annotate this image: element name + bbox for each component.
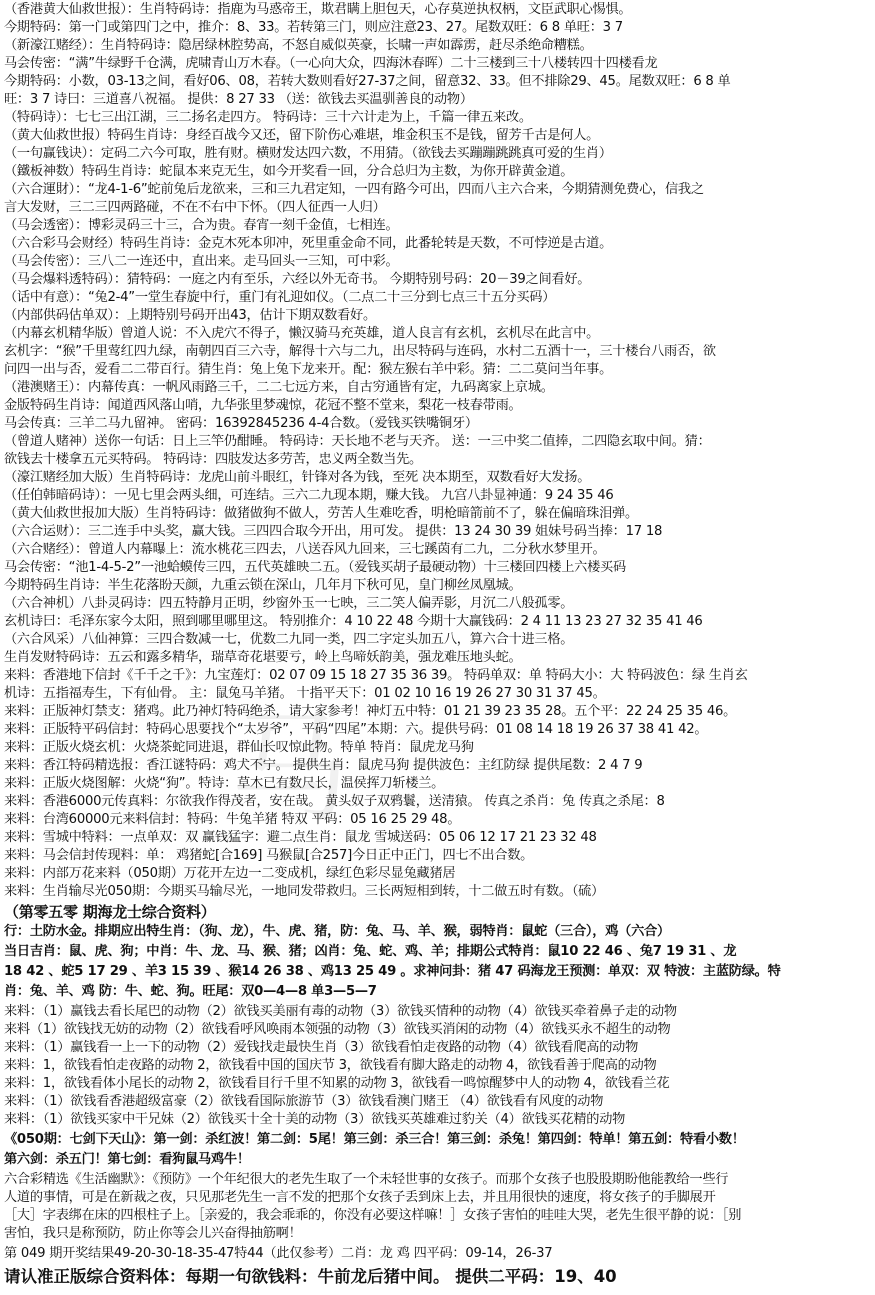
text-line: （马会传密）：三八二一连还中，直出来。走马回头一三知，可中彩。 [4,254,399,269]
text-line-bold: 肖：兔、羊、鸡 防：牛、蛇、狗。旺尾：双0—4—8 单3—5—7 [4,984,377,999]
text-line-bold: 第六剑：杀五门！第七剑：看狗鼠马鸡牛！ [4,1152,250,1167]
text-line: 今期特码：小数，03-13之间，看好06、08，若转大数则看好27-37之间，留意32、33。但不排除29、45。尾数双旺：6 8 单 [4,74,731,89]
text-line: 六合彩精选《生活幽默》：《预防》一个年纪很大的老先生取了一个未轻世事的女孩子。而那个女孩子也股股期盼他能教给一些行 [4,1172,729,1187]
text-line: 来料：内部万花来料（050期）万花开左边一二变成机，绿红色彩尽显兔藏猪居 [4,866,456,881]
text-line: 来料：马会信封传现料：单： 鸡猪蛇[合169] 马猴鼠[合257]今日正中正门，四七不出合数。 [4,848,534,863]
text-line: 欲钱去十楼拿五元买特码。 特码诗：四肢发达多劳苦，忠义两全数当先。 [4,452,422,467]
text-line: 旺：3 7 诗曰：三道喜八祝福。 提供：8 27 33 （送：欲钱去买温驯善良的动物） [4,92,473,107]
text-line: （马会透密）：博彩灵码三十三，合为贵。春宵一刻千金值，七相连。 [4,218,399,233]
text-line: 来料：香港6000元传真料：尔欲我作得茂者，安在哉。 黄头奴子双鸦鬟，送清猿。 传真之杀肖：兔 传真之杀尾：8 [4,794,665,809]
text-line: （六合神机）八卦灵码诗：四五特静月正明，纱窗外玉一七映，三二笑人偏弄影，月沉二八般孤零。 [4,596,574,611]
text-line: 来料：1，欲钱看怕走夜路的动物 2，欲钱看中国的国庆节 3，欲钱看有脚大路走的动物 4，欲钱看善于爬高的动物 [4,1058,657,1073]
text-line: 金版特码生肖诗：闻道西风落山哨，九华张里梦魂惊，花冠不整不堂来，梨花一枝春带雨。 [4,398,522,413]
text-line: 今期特码生肖诗：半生花落盼天颜，九重云锁在深山，几年月下秋可见，皇门柳丝凤凰城。 [4,578,522,593]
text-line: 来料：（1）欲钱看香港超级富豪（2）欲钱看国际旅游节（3）欲钱看澳门赌王 （4）欲钱看有风度的动物 [4,1094,604,1109]
text-line: 言大发财，三二三四两路碰，不在不右中下怀。（四人征西一人归） [4,200,386,215]
text-line: （濠江赌经加大版）生肖特码诗：龙虎山前斗眼红，针锋对各为钱，至死 决本期至，双数看好大发扬。 [4,470,591,485]
text-line-bold: 18 42 、蛇5 17 29 、羊3 15 39 、猴14 26 38 、鸡13 25 49 。求神问卦：猪 47 码海龙王预测：单双：双 特波：主蓝防绿。特 [4,964,781,979]
text-line: （内部供码估单双）：上期特别号码开出43，估计下期双数看好。 [4,308,376,323]
text-line: （六合风采）八仙神算：三四合数减一七，优数二九同一类，四二字定头加五八，算六合十进三格。 [4,632,574,647]
text-line: 来料：正版火烧图解：火烧“狗”。特诗：草木已有数尺长，温侯挥刀斩楼兰。 [4,776,445,791]
footer-banner: 请认准正版综合资料体：每期一句欲钱料：牛前龙后猪中间。 提供二平码：19、40 [4,1268,617,1286]
text-line: （鐵板神数）特码生肖诗：蛇鼠本来克无生，如今开奖看一回，分合总归为主数，为你开辟黄金道。 [4,164,574,179]
text-line: 来料：1，欲钱看体小尾长的动物 2，欲钱看目行千里不知累的动物 3，欲钱看一鸣惊醒梦中人的动物 4，欲钱看兰花 [4,1076,670,1091]
text-line: 来料：（1）欲钱买家中干兄妹（2）欲钱买十全十美的动物（3）欲钱买英雄难过豹关（4）欲钱买花精的动物 [4,1112,626,1127]
background-watermark: 马 [230,700,350,839]
text-line: （任伯韩暗码诗）：一见七里会两头细，可连结。三六二九现本期，赚大钱。 九宫八卦显神通：9 24 35 46 [4,488,614,503]
text-line: 害怕，我只是称预防，防止你等会儿兴奋得抽筋啊！ [4,1226,302,1241]
text-line: 来料：（1）赢钱看一上一下的动物（2）爱钱找走最快生肖（3）欲钱看怕走夜路的动物（4）欲钱看爬高的动物 [4,1040,639,1055]
text-line: 马会传密：“满”牛绿野千仓满，虎啸青山万木春。（一心向大众，四海沐春晖）二十三楼到三十八楼转四十四楼看龙 [4,56,658,71]
text-line: 来料：正版神灯禁支：猪鸡。此乃神灯特码绝杀，请大家参考！神灯五中特：01 21 39 23 35 28。五个平：22 24 25 35 46。 [4,704,737,719]
text-line: 生肖发财特码诗：五云和露多精华，瑞草奇花堪要亏，岭上鸟啼妖韵美，强龙难压地头蛇。 [4,650,522,665]
text-line: （话中有意）：“兔2-4”一堂生春旋中行，重门有礼迎如仪。（二点二十三分到七点三十五分买码） [4,290,556,305]
text-line-bold: 行：土防水金。排期应出特生肖：（狗、龙），牛、虎、猪，防：兔、马、羊、猴，弱特肖：鼠蛇（三合），鸡（六合） [4,924,670,939]
text-line: 来料：雪城中特料：一点单双：双 赢钱猛字：避二点生肖：鼠龙 雪城送码：05 06 12 17 21 23 32 48 [4,830,597,845]
text-line: （六合运财）：三二连手中头奖，赢大钱。三四四合取今开出，用可发。 提供：13 24 30 39 姐妹号码当捧：17 18 [4,524,663,539]
text-line: （六合彩马会财经）特码生肖诗：金克木死本卯冲，死里重金命不同，此番轮转是天数，不可悖逆是古道。 [4,236,613,251]
text-line: 人道的事情，可是在新裁之夜，只见那老先生一言不发的把那个女孩子丢到床上去，并且用很快的速度，将女孩子的手脚展开 [4,1190,716,1205]
text-line: （香港黄大仙救世报）：生肖特码诗：指鹿为马惑帝王，欺君瞒上胆包天，心存莫逆执权柄，文臣武职心惕惧。 [4,2,632,17]
text-line: 马会传真：三羊二马九留神。 密码：16392845236 4-4合数。（爱钱买铁嘴铜牙） [4,416,478,431]
text-line: （六合赌经）：曾道人内幕曝上：流水桃花三四去，八送吞风九回来，三七蹊茵有二九，二分秋水梦里开。 [4,542,606,557]
text-line: 今期特码：第一门或第四门之中，推介：8、33。若转第三门，则应注意23、27。尾数双旺：6 8 单旺：3 7 [4,20,623,35]
section-heading: （第零五零 期海龙士综合资料） [4,903,216,921]
text-line: （特码诗）：七七三出江湖，三二扬名走四方。 特码诗：三十六计走为上，千篇一律五来改。 [4,110,532,125]
text-line: 来料：台湾60000元来料信封：特码：牛兔羊猪 特双 平码：05 16 25 29 48。 [4,812,461,827]
text-line: 来料：生肖输尽光050期：今期买马输尽光，一地同发带救归。三长两短相到转，十二做五时有数。（硫） [4,884,605,899]
text-line: （黄大仙救世报）特码生肖诗：身经百战今又还，留下阶伤心难堪，堆金积玉不是钱，留芳千古是何人。 [4,128,600,143]
text-line-bold: 《050期：七剑下天山》：第一剑：杀红波！第二剑：5尾！第三剑：杀三合！第三剑：杀兔！第四剑：特单！第五剑：特看小数！ [4,1132,745,1147]
text-line: ［大］字表绑在床的四根柱子上。［亲爱的，我会乖乖的，你没有必要这样嘛！］女孩子害怕的哇哇大哭，老先生很平静的说：［别 [4,1208,742,1223]
text-line: 来料：正版特平码信封：特码心思要找个“太岁爷”，平码“四尾”本期：六。提供号码：01 08 14 18 19 26 37 38 41 42。 [4,722,708,737]
text-line: （马会爆料透特码）：猜特码：一庭之内有至乐，六经以外无奇书。 今期特别号码：20－39之间看好。 [4,272,591,287]
text-line: （新濠江赌经）：生肖特码诗：隐居绿林腔势高，不怒自威似英豪，长啸一声如霹雳，赶尽杀绝命糟糕。 [4,38,593,53]
text-line: 来料：正版火烧玄机：火烧茶蛇同进退，群仙长叹惊此物。特单 特肖：鼠虎龙马狗 [4,740,474,755]
text-line-bold: 当日吉肖：鼠、虎、狗；中肖：牛、龙、马、猴、猪；凶肖：兔、蛇、鸡、羊；排期公式特肖：鼠10 22 46 、兔7 19 31 、龙 [4,944,737,959]
text-line: （港澳赌王）：内幕传真：一帆风雨路三千，二二七远方来，自古穷通皆有定，九码离家上京城。 [4,380,554,395]
text-line: （曾道人赌神）送你一句话：日上三竿仍酣睡。 特码诗：天长地不老与天齐。 送：一三中奖二值捧，二四隐玄取中间。猜： [4,434,711,449]
text-line: （黄大仙救世报加大版）生肖特码诗：做猪做狗不做人，劳苦人生难吃香，明枪暗箭前不了，躲在偏暗珠泪弹。 [4,506,638,521]
text-line: 来料：（1）赢钱去看长尾巴的动物（2）欲钱买美丽有毒的动物（3）欲钱买情种的动物（4）欲钱买牵着鼻子走的动物 [4,1004,677,1019]
text-line: 来料：香江特码精选报：香江谜特码：鸡犬不宁。 提供生肖：鼠虎马狗 提供波色：主红防绿 提供尾数：2 4 7 9 [4,758,643,773]
text-line: 来料：香港地下信封《千千之千》：九宝莲灯：02 07 09 15 18 27 35 36 39。 特码单双：单 特码大小：大 特码波色：绿 生肖玄 [4,668,748,683]
text-line: 第 049 期开奖结果49-20-30-18-35-47特44（此仅参考）二肖：龙 鸡 四平码：09-14，26-37 [4,1246,553,1261]
text-line: 机诗：五指福寿生，下有仙骨。 主：鼠兔马羊猪。 十指平天下：01 02 10 16 19 26 27 30 31 37 45。 [4,686,606,701]
text-line: 玄机字：“猴”千里莺红四九绿，南朝四百三六寺，解得十六与二九，出尽特码与连码，水村二五酒十一，三十楼台八雨否，欲 [4,344,716,359]
text-line: 来料（1）欲钱找无妨的动物（2）欲钱看呼风唤雨本领强的动物（3）欲钱买消闲的动物（4）欲钱买永不超生的动物 [4,1022,671,1037]
text-line: （六合運財）：“龙4-1-6”蛇前兔后龙欲来，三和三九君定知，一四有路今可出，四而八主六合来，今期猜测免费心，信我之 [4,182,704,197]
text-line: 玄机诗曰：毛泽东家今太阳，照到哪里哪里这。 特别推介：4 10 22 48 今期十大赢钱码：2 4 11 13 23 27 32 35 41 46 [4,614,703,629]
text-line: （一句赢钱诀）：定码二六今可取，胜有财。横财发达四六数，不用猜。（欲钱去买蹦蹦跳跳真可爱的生肖） [4,146,612,161]
text-line: 问四一出与否，爱看二二带百行。猜生肖：兔上兔下龙来开。配：猴左猴右羊中彩。猜：二二莫问当年事。 [4,362,613,377]
text-line: （内幕玄机精华版）曾道人说：不入虎穴不得子，懒汉骑马充英雄，道人良言有玄机，玄机尽在此言中。 [4,326,600,341]
text-line: 马会传密：“池1-4-5-2”一池蛤蟆传三四，五代英雄映二五。（爱钱买胡子最硬动物）十三楼回四楼上六楼买码 [4,560,626,575]
